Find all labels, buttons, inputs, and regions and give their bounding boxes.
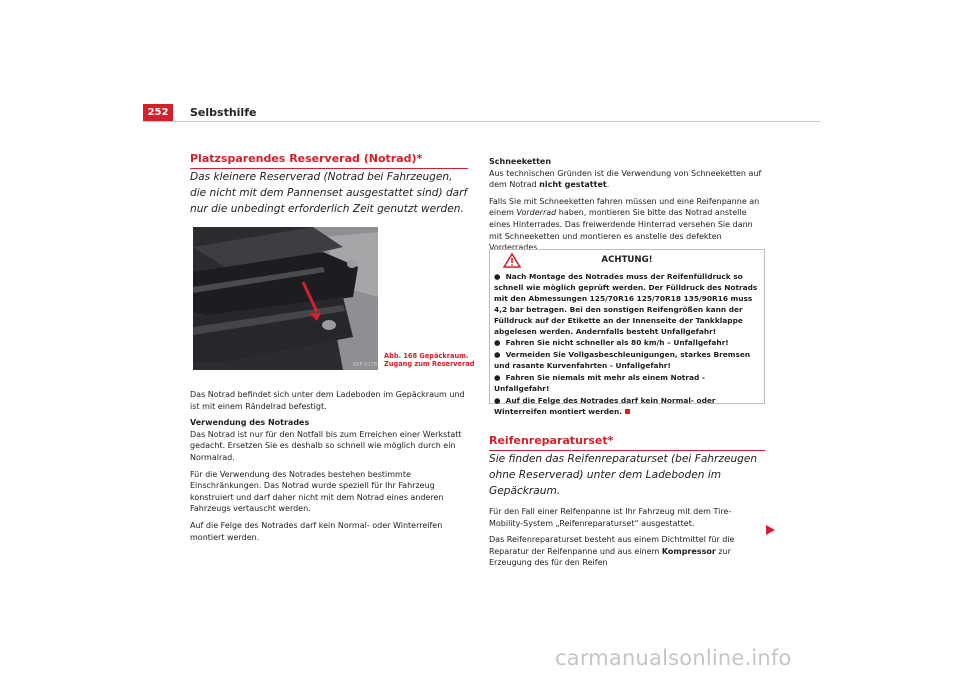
notrad-usage-heading: Verwendung des Notrades	[190, 418, 310, 428]
notrad-paragraph-2: Das Notrad ist nur für den Notfall bis zum Erreichen einer Werkstatt gedacht. Ersetzen Sie es deshalb so schnell wie möglich durch ein Normalrad.	[190, 429, 462, 462]
watermark: carmanualsonline.info	[555, 646, 792, 670]
notrad-paragraph-1: Das Notrad befindet sich unter dem Ladeboden im Gepäckraum und ist mit einem Rändelrad befestigt.	[190, 390, 465, 411]
figure-caption	[384, 352, 474, 368]
warning-box	[489, 249, 765, 416]
left-column-top	[190, 152, 468, 222]
repair-paragraph-1: Für den Fall einer Reifenpanne ist Ihr Fahrzeug mit dem Tire-Mobility-System „Reifenreparaturset“ ausgestattet.	[489, 507, 732, 528]
warning-title	[490, 250, 764, 270]
chains-paragraph-1: Aus technischen Gründen ist die Verwendung von Schneeketten auf dem Notrad nicht gestattet.	[489, 168, 762, 190]
end-of-section-icon	[625, 409, 630, 414]
warning-list	[490, 270, 764, 418]
warning-item: ● Vermeiden Sie Vollgasbeschleunigungen, starkes Bremsen und rasante Kurvenfahrten - Unfallgefahr!	[494, 350, 751, 371]
left-column-body	[190, 389, 470, 548]
warning-item: ● Auf die Felge des Notrades darf kein Normal- oder Winterreifen montiert werden.	[494, 395, 716, 416]
continue-arrow-icon	[766, 525, 775, 535]
section-heading-notrad: Platzsparendes Reserverad (Notrad)*	[190, 152, 468, 169]
right-column-bottom	[489, 434, 765, 574]
warning-item: ● Fahren Sie niemals mit mehr als einem Notrad - Unfallgefahr!	[494, 373, 705, 394]
warning-title-text: ACHTUNG!	[601, 255, 653, 265]
section-lead-notrad: Das kleinere Reserverad (Notrad bei Fahrzeugen, die nicht mit dem Pannenset ausgestattet sind) darf nur die unbedingt erforderlich Zeit genutzt werden.	[190, 171, 468, 215]
caption-line-2: Zugang zum Reserverad	[384, 360, 475, 368]
header-rule	[143, 121, 820, 122]
page-number: 252	[143, 104, 173, 121]
warning-item: ● Fahren Sie nicht schneller als 80 km/h – Unfallgefahr!	[494, 338, 729, 348]
page-header-title: Selbsthilfe	[190, 106, 257, 119]
warning-triangle-icon	[503, 253, 521, 268]
trunk-illustration	[193, 227, 378, 370]
notrad-paragraph-3: Für die Verwendung des Notrades bestehen bestimmte Einschränkungen. Das Notrad wurde speziell für Ihr Fahrzeug konstruiert und darf daher nicht mit dem Notrad eines anderen Fahrzeugs vertauscht werden.	[190, 469, 444, 514]
repair-paragraph-2: Das Reifenreparaturset besteht aus einem Dichtmittel für die Reparatur der Reifenpanne und aus einem Kompressor zur Erzeugung des für den Reifen	[489, 535, 735, 568]
chains-paragraph-2: Falls Sie mit Schneeketten fahren müssen und eine Reifenpanne an einem Vorderrad haben, montieren Sie bitte das Notrad anstelle eines Hinterrades. Das freiwerdende Hinterrad versehen Sie dann mit Schneeketten und montieren es anstelle des defekten Vorderrades.	[489, 196, 760, 253]
image-code: B5F-0178	[353, 362, 378, 368]
section-lead-repair-kit: Sie finden das Reifenreparaturset (bei Fahrzeugen ohne Reserverad) unter dem Ladeboden im Gepäckraum.	[489, 453, 758, 497]
caption-line-1: Abb. 168 Gepäckraum.	[384, 352, 469, 360]
right-column-top	[489, 156, 767, 259]
chains-heading: Schneeketten	[489, 157, 552, 166]
trunk-photo	[193, 227, 378, 370]
warning-item: ● Nach Montage des Notrades muss der Reifenfülldruck so schnell wie möglich geprüft werden. Der Fülldruck des Notrads mit den Abmessungen 125/70R16 125/70R18 135/90R16 muss 4,2 bar betragen. Bei den sonstigen Reifengrößen kann der Fülldruck auf der Etikette an der Innenseite der Tankklappe abgelesen werden. Andernfalls besteht Unfallgefahr!	[494, 272, 758, 336]
section-heading-repair-kit: Reifenreparaturset*	[489, 434, 765, 451]
notrad-paragraph-4: Auf die Felge des Notrades darf kein Normal- oder Winterreifen montiert werden.	[190, 520, 443, 542]
